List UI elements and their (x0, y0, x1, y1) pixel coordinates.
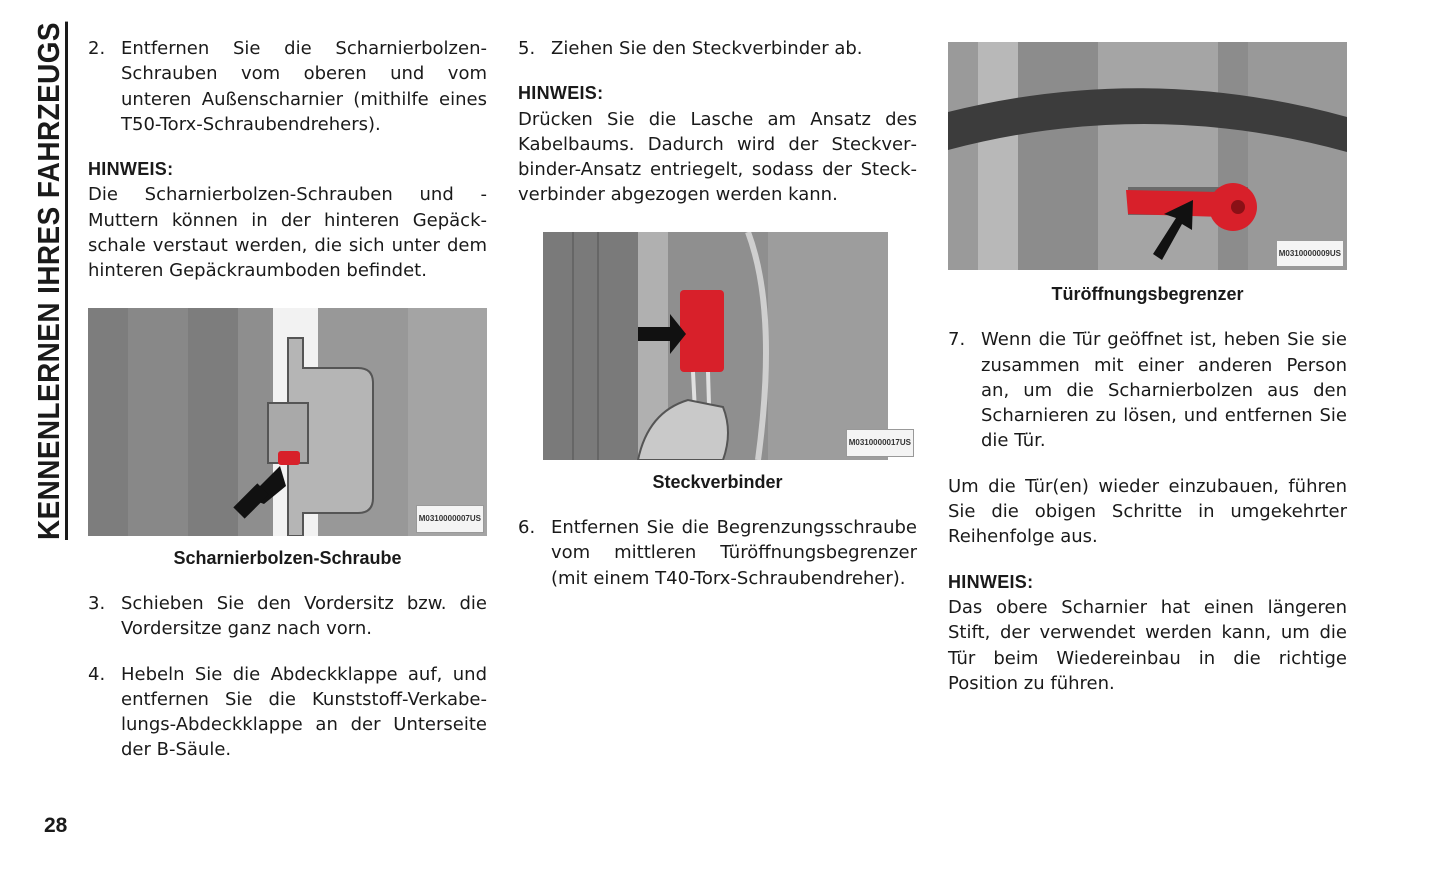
step-3 (88, 591, 487, 642)
step-2 (88, 36, 487, 137)
figure-caption: Scharnierbolzen-Schraube (173, 547, 402, 568)
hinge-bolt-illustration-icon (88, 308, 487, 536)
step-number: 4. (88, 663, 106, 685)
step-text: Wenn die Tür geöffnet ist, heben Sie sie zusammen mit einer anderen Person an, um die Scharnierbolzen aus den Scharnieren zu lösen, und entfernen Sie die Tür. (981, 329, 1347, 452)
step-text: Entfernen Sie die Begrenzungsschraube vom mittleren Türöffnungsbegrenzer (mit einem T40-Torx-Schraubendreher). (551, 517, 917, 589)
note-text: Drücken Sie die Lasche am Ansatz des Kabelbaums. Dadurch wird der Steckverbinder-Ansatz entriegelt, sodass der Steckverbinder abgezogen werden kann. (518, 108, 917, 206)
step-number: 3. (88, 592, 106, 614)
page-number: 28 (44, 814, 68, 837)
door-check-illustration-icon (948, 42, 1347, 270)
figure-code: M0310000009US (1276, 240, 1344, 267)
note-text: Das obere Scharnier hat einen längeren Stift, der verwendet werden kann, um die Tür beim Wiedereinbau in die richtige Position zu führen. (948, 596, 1347, 694)
note-text: Die Scharnierbolzen-Schrauben und -Muttern können in der hinteren Gepäckschale verstaut werden, die sich unter dem hinteren Gepäckraumboden befindet. (88, 184, 487, 282)
step-text: Entfernen Sie die Scharnierbolzen-Schrauben vom oberen und vom unteren Außenscharnier (mithilfe eines T50-Torx-Schraubendrehers). (121, 38, 487, 135)
step-text: Schieben Sie den Vordersitz bzw. die Vordersitze ganz nach vorn. (121, 592, 487, 640)
step-7 (948, 327, 1347, 453)
column-3 (948, 42, 1347, 696)
step-number: 5. (518, 38, 536, 59)
reinstall-paragraph: Um die Tür(en) wieder einzubauen, führen Sie die obigen Schritte in umgekehrter Reihenfolge aus. (948, 475, 1347, 548)
column-2 (518, 36, 917, 591)
step-number: 2. (88, 38, 106, 59)
connector-figure (518, 232, 917, 460)
step-number: 6. (518, 517, 536, 539)
step-text: Ziehen Sie den Steckverbinder ab. (551, 38, 863, 59)
note-label: HINWEIS: (948, 571, 1034, 592)
section-side-title: KENNENLERNEN IHRES FAHRZEUGS (31, 22, 66, 541)
step-number: 7. (948, 329, 966, 351)
figure-caption: Steckverbinder (652, 471, 783, 492)
note-label: HINWEIS: (518, 83, 604, 104)
step-4 (88, 662, 487, 763)
note-label: HINWEIS: (88, 159, 174, 180)
figure-code: M0310000007US (416, 505, 484, 532)
figure-caption: Türöffnungsbegrenzer (1051, 284, 1244, 304)
door-check-figure (948, 42, 1347, 270)
step-6 (518, 515, 917, 591)
hinge-bolt-figure (88, 308, 487, 536)
connector-illustration-icon (518, 232, 917, 460)
column-1 (88, 36, 487, 763)
step-text: Hebeln Sie die Abdeckklappe auf, und entfernen Sie die Kunststoff-Verkabelungs-Abdeckklappe an der Unterseite der B-Säule. (121, 663, 487, 761)
figure-code: M0310000017US (846, 429, 914, 456)
step-5 (518, 36, 917, 61)
